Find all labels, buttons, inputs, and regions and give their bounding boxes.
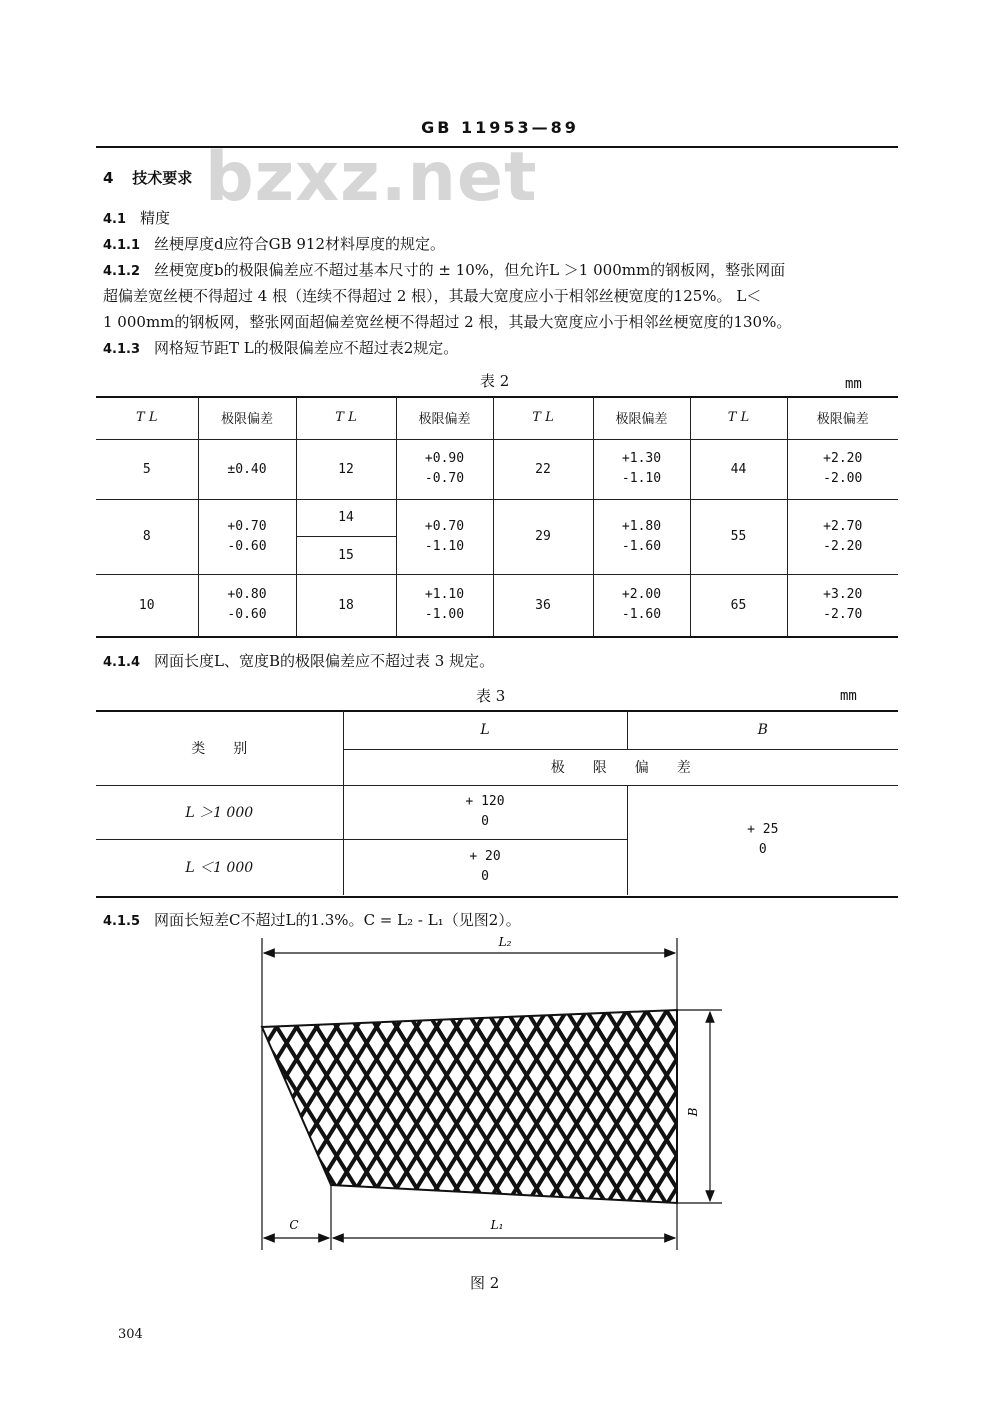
col-header-dev: 极限偏差 [198,397,296,439]
dev-lower: 0 [481,814,489,829]
dev-upper: + 120 [465,794,505,809]
dev-lower: -1.60 [621,607,662,623]
watermark: bzxz.net [205,138,538,217]
mesh-strand [180,1000,313,1215]
clause-text: 网格短节距T L的极限偏差应不超过表2规定。 [154,339,459,357]
mesh-strand [760,1000,893,1215]
dev-upper: + 20 [469,849,501,865]
col-header-category: 类 别 [96,711,343,785]
dev-lower: 0 [481,869,489,885]
mesh-strand [140,1000,273,1215]
clause-4-1-2-line2: 超偏差宽丝梗不得超过 4 根（连续不得超过 2 根），其最大宽度应小于相邻丝梗宽度的125%。 L＜ [103,287,762,305]
table-3-unit: mm [840,688,857,704]
dev-lower: -2.20 [823,538,863,554]
mesh-strand [720,1000,853,1215]
mesh-strand [800,1000,933,1215]
cell-tl: 55 [690,499,787,574]
mesh-strand [660,1000,793,1215]
mesh-strand [740,1000,873,1215]
cell-tl: 22 [493,439,593,499]
dev-upper: +3.20 [823,587,863,603]
cell-tl: 44 [690,439,787,499]
document-header: GB 11953—89 [421,118,579,137]
dev-upper: +1.80 [621,518,662,534]
dev-lower: -1.60 [621,538,662,554]
clause-4-1-2-line3: 1 000mm的钢板网，整张网面超偏差宽丝梗不得超过 2 根，其最大宽度应小于相邻丝梗宽度的130%。 [103,313,792,331]
cell-tl: 36 [493,574,593,636]
mesh-strand [680,1000,813,1215]
col-header-dev: 极限偏差 [396,397,493,439]
col-header-tl: T L [296,397,396,439]
dev-upper: +1.10 [424,587,465,603]
mesh-strand [800,1000,933,1215]
table-3-caption: 表 3 [476,687,506,705]
mesh-strand [780,1000,913,1215]
col-header-tl: T L [96,397,198,439]
mesh-strand [140,1000,273,1215]
section-number: 4 [103,169,114,187]
dev-lower: 0 [758,842,767,858]
dev-lower: -1.10 [621,471,662,486]
cell-tl: 12 [296,439,396,499]
figure-2-caption: 图 2 [470,1274,500,1292]
cell-tl: 8 [96,499,198,574]
dev-lower: -1.10 [424,538,465,554]
dev-lower: -2.00 [823,471,863,486]
dev-lower: -0.70 [424,471,465,486]
cell-dev: ±0.40 [198,439,296,499]
clause-number: 4.1.1 [103,238,141,253]
clause-number: 4.1.4 [103,655,141,670]
dev-lower: -0.60 [227,538,267,554]
mesh-strand [120,1000,253,1215]
dev-lower: -0.60 [227,607,267,623]
clause-number: 4.1 [103,212,127,227]
cell-tl: 10 [96,574,198,636]
col-header-L: L [343,711,627,749]
dev-upper: +2.20 [823,451,863,466]
cell-tl: 65 [690,574,787,636]
cell-tl: 15 [296,536,396,574]
cell-category: L ＜1 000 [96,839,343,895]
mesh-strand [160,1000,293,1215]
dev-upper: +0.90 [424,451,465,466]
cell-tl: 14 [296,499,396,536]
col-header-deviation: 极 限 偏 差 [343,749,898,785]
mesh-strand [740,1000,873,1215]
dev-upper: +1.30 [621,451,662,466]
col-header-B: B [627,711,898,749]
cell-tl: 29 [493,499,593,574]
dev-upper: +0.70 [424,518,465,534]
dev-upper: +2.70 [823,518,863,534]
section-title: 技术要求 [132,169,193,187]
mesh-strand [780,1000,913,1215]
table-2-unit: mm [845,376,862,392]
dev-upper: + 25 [747,822,779,838]
col-header-tl: T L [493,397,593,439]
mesh-strand [660,1000,793,1215]
clause-number: 4.1.3 [103,342,141,357]
col-header-dev: 极限偏差 [593,397,690,439]
label-C: C [289,1218,299,1232]
cell-tl: 18 [296,574,396,636]
clause-text: 网面长度L、宽度B的极限偏差应不超过表 3 规定。 [154,652,495,670]
label-B: B [686,1107,700,1117]
cell-tl: 5 [96,439,198,499]
clause-number: 4.1.5 [103,914,141,929]
clause-text-line1: 丝梗宽度b的极限偏差应不超过基本尺寸的 ± 10%，但允许L ＞1 000mm的钢板网，整张网面 [154,261,786,279]
label-L1: L₁ [490,1218,504,1232]
dev-upper: +0.70 [227,518,267,534]
clause-title: 精度 [140,209,171,227]
dev-upper: +0.80 [227,587,267,603]
mesh-strand [120,1000,253,1215]
clause-text: 网面长短差C不超过L的1.3%。C = L₂ - L₁（见图2）。 [154,911,521,929]
mesh-strand [200,1000,333,1215]
mesh-strand [680,1000,813,1215]
clause-number: 4.1.2 [103,264,141,279]
cell-category: L ＞1 000 [96,785,343,839]
dev-upper: +2.00 [621,587,662,603]
mesh-strand [760,1000,893,1215]
table-2-caption: 表 2 [480,372,510,390]
dev-lower: -2.70 [823,607,863,623]
mesh-strand [700,1000,833,1215]
label-L2: L₂ [498,935,512,949]
col-header-dev: 极限偏差 [787,397,898,439]
clause-text: 丝梗厚度d应符合GB 912材料厚度的规定。 [154,235,446,253]
mesh-strand [700,1000,833,1215]
col-header-tl: T L [690,397,787,439]
page-number: 304 [118,1327,143,1342]
dev-lower: -1.00 [424,607,465,623]
expanded-metal-mesh [120,1000,933,1215]
mesh-strand [720,1000,853,1215]
